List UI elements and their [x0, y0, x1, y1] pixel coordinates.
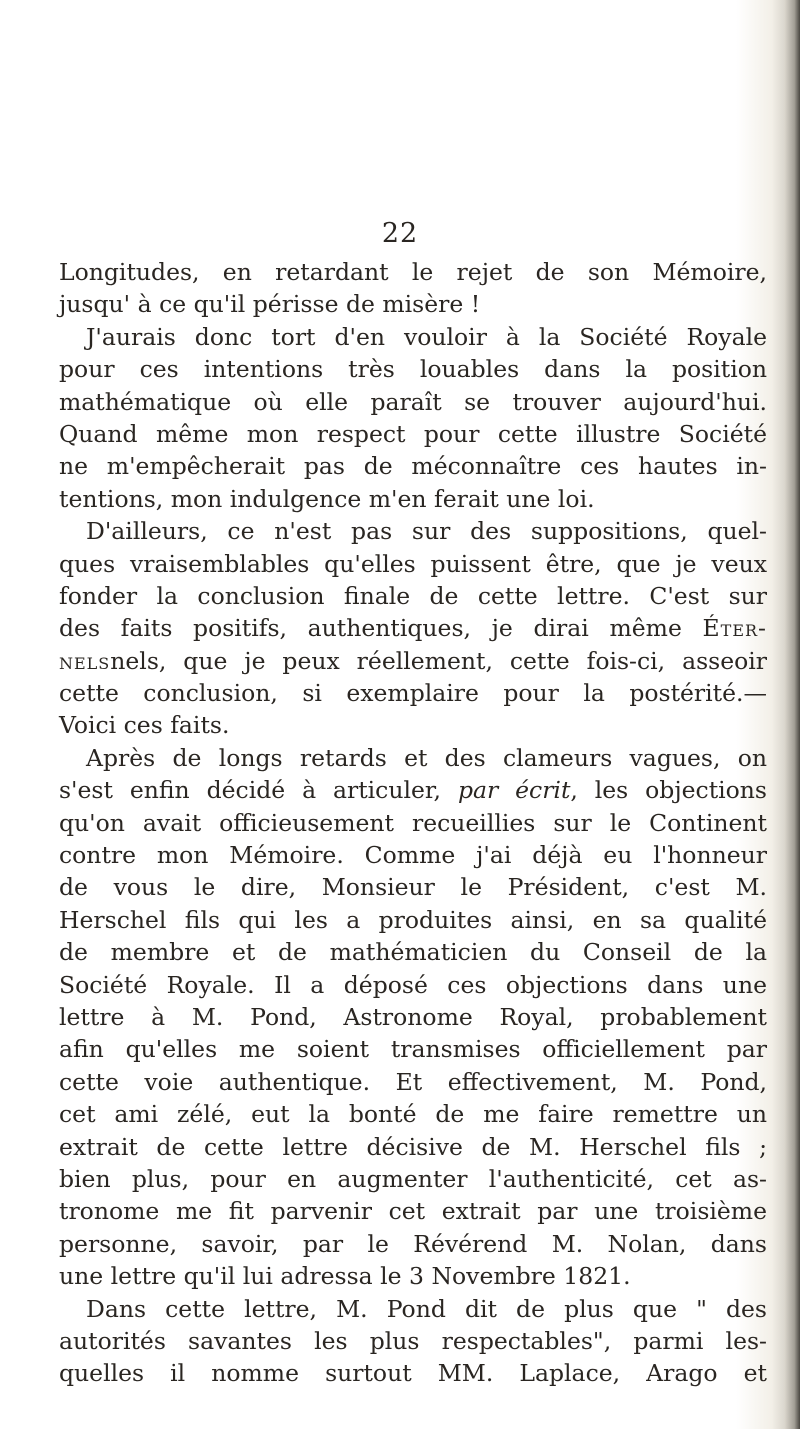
page-number: 22	[381, 218, 419, 249]
text-line: qu'on avait officieusement recueillies sur le Continent	[59, 808, 767, 837]
text-line: extrait de cette lettre décisive de M. Herschel fils ;	[59, 1132, 767, 1161]
text-line	[59, 612, 767, 644]
italic-phrase: par écrit	[457, 776, 571, 805]
text-line: Longitudes, en retardant le rejet de son Mémoire,	[59, 258, 767, 286]
text-line: cet ami zélé, eut la bonté de me faire remettre un	[59, 1100, 767, 1129]
text-segment: des faits positifs, authentiques, je dirai même	[59, 614, 703, 643]
body-text	[59, 256, 767, 1390]
text-line: tronome me fit parvenir cet extrait par une troisième	[59, 1197, 767, 1226]
page-edge-shadow	[772, 0, 800, 1429]
text-line: cette conclusion, si exemplaire pour la postérité.—	[59, 679, 767, 708]
text-line	[59, 774, 767, 806]
text-line: tentions, mon indulgence m'en ferait une loi.	[59, 484, 595, 513]
text-line: afin qu'elles me soient transmises officiellement par	[59, 1035, 767, 1064]
text-segment: , les objections	[570, 776, 767, 805]
text-line: pour ces intentions très louables dans la position	[59, 355, 767, 384]
text-line: Dans cette lettre, M. Pond dit de plus que " des	[86, 1294, 767, 1323]
text-line: de vous le dire, Monsieur le Président, c'est M.	[59, 873, 767, 902]
text-line	[59, 645, 767, 677]
text-line: cette voie authentique. Et effectivement, M. Pond,	[59, 1067, 767, 1096]
text-line: personne, savoir, par le Révérend M. Nolan, dans	[59, 1229, 767, 1258]
text-line: Société Royale. Il a déposé ces objections dans une	[59, 970, 767, 999]
text-line: quelles il nomme surtout MM. Laplace, Arago et	[59, 1359, 767, 1388]
text-segment: s'est enfin décidé à articuler,	[59, 776, 458, 805]
text-line: J'aurais donc tort d'en vouloir à la Société Royale	[86, 322, 767, 351]
text-segment: nels, que je peux réellement, cette fois-ci, asseoir	[110, 646, 767, 675]
text-line: Après de longs retards et des clameurs vagues, on	[86, 743, 767, 772]
small-caps-word: nels	[59, 646, 111, 675]
text-line: Herschel fils qui les a produites ainsi, en sa qualité	[59, 905, 767, 934]
text-line: bien plus, pour en augmenter l'authenticité, cet as-	[59, 1164, 767, 1193]
text-line: contre mon Mémoire. Comme j'ai déjà eu l'honneur	[59, 841, 767, 870]
text-line: une lettre qu'il lui adressa le 3 Novembre 1821.	[59, 1262, 631, 1291]
text-line: ques vraisemblables qu'elles puissent être, que je veux	[59, 549, 767, 578]
text-line: autorités savantes les plus respectables", parmi les-	[59, 1326, 767, 1355]
text-line: D'ailleurs, ce n'est pas sur des suppositions, quel-	[86, 517, 767, 546]
text-line: de membre et de mathématicien du Conseil de la	[59, 938, 767, 967]
text-line: mathématique où elle paraît se trouver aujourd'hui.	[59, 387, 767, 416]
small-caps-word: Éter-	[702, 614, 767, 643]
text-line: lettre à M. Pond, Astronome Royal, probablement	[59, 1002, 767, 1031]
text-line: ne m'empêcherait pas de méconnaître ces hautes in-	[59, 452, 767, 481]
text-line: Quand même mon respect pour cette illustre Société	[59, 419, 767, 448]
text-line: Voici ces faits.	[59, 711, 230, 740]
text-line: jusqu' à ce qu'il périsse de misère !	[59, 290, 481, 319]
text-line: fonder la conclusion finale de cette lettre. C'est sur	[59, 581, 767, 610]
